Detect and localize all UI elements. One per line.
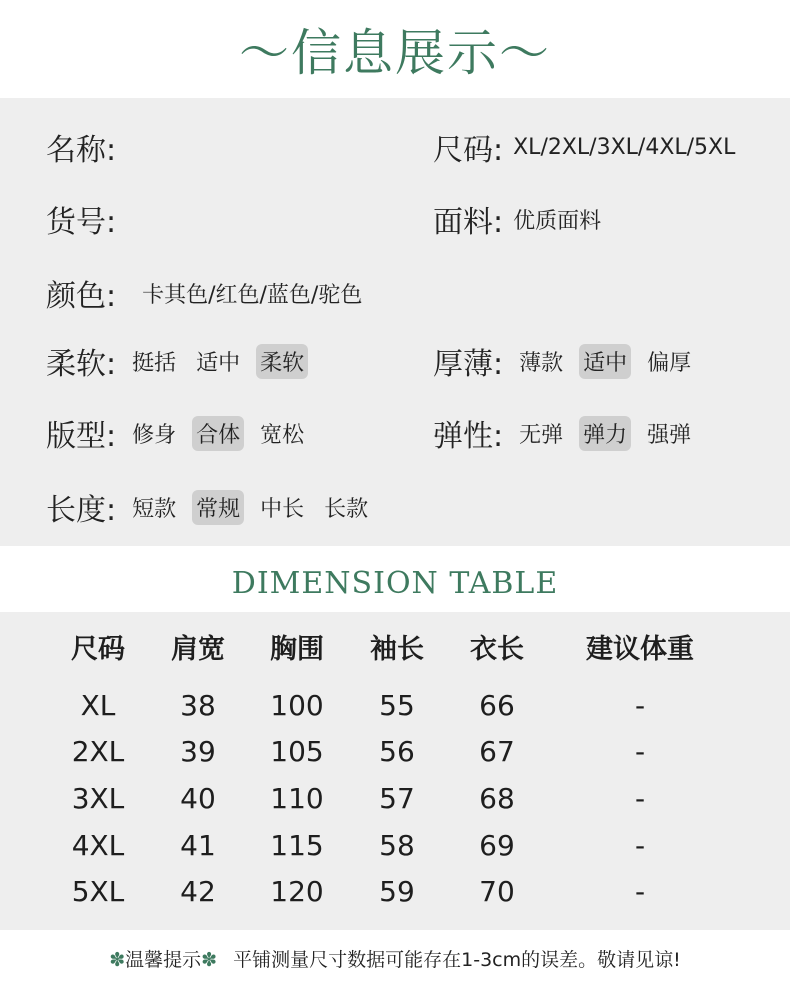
name-label: 名称: <box>46 133 117 168</box>
fabric-field <box>433 194 601 244</box>
info-panel <box>0 98 790 546</box>
length-option: 短款 <box>132 496 177 522</box>
table-cell: 42 <box>180 874 216 908</box>
info-row <box>0 408 790 458</box>
elasticity-field <box>433 408 695 458</box>
table-header <box>0 624 790 668</box>
header-cell: 袖长 <box>370 633 424 665</box>
elasticity-label: 弹性: <box>433 419 504 454</box>
clover-icon: ✽ <box>201 949 218 971</box>
color-label: 颜色: <box>46 279 117 314</box>
header-cell: 胸围 <box>270 633 324 665</box>
table-cell: 39 <box>180 734 216 768</box>
table-row <box>0 729 790 773</box>
elasticity-option: 无弹 <box>519 422 564 448</box>
table-cell: - <box>634 734 646 768</box>
table-cell: 40 <box>180 781 216 815</box>
notice-tip-label: 温馨提示 <box>125 949 202 971</box>
thickness-option-selected: 适中 <box>579 344 631 379</box>
color-field <box>46 268 362 318</box>
length-option: 长款 <box>324 496 369 522</box>
table-row <box>0 823 790 867</box>
table-cell: - <box>634 874 646 908</box>
info-row <box>0 482 790 532</box>
fabric-value: 优质面料 <box>513 208 602 234</box>
elasticity-option: 强弹 <box>647 422 692 448</box>
table-cell: 105 <box>270 734 324 768</box>
table-cell: 55 <box>379 688 415 722</box>
table-cell: 100 <box>270 688 324 722</box>
name-field <box>46 122 116 172</box>
dimension-table-title: DIMENSION TABLE <box>231 566 559 601</box>
fit-option: 修身 <box>132 422 177 448</box>
clover-icon: ✽ <box>109 949 126 971</box>
fit-option-selected: 合体 <box>192 416 244 451</box>
info-row <box>0 122 790 172</box>
table-cell: 57 <box>379 781 415 815</box>
item-no-field <box>46 194 116 244</box>
table-cell: 59 <box>379 874 415 908</box>
header-cell: 尺码 <box>71 633 125 665</box>
softness-option-selected: 柔软 <box>256 344 308 379</box>
table-cell: - <box>634 781 646 815</box>
table-cell: XL <box>80 688 116 722</box>
table-cell: 69 <box>479 828 515 862</box>
table-cell: 5XL <box>71 874 125 908</box>
elasticity-option-selected: 弹力 <box>579 416 631 451</box>
table-cell: - <box>634 688 646 722</box>
fit-label: 版型: <box>46 419 117 454</box>
fit-field <box>46 408 308 458</box>
table-cell: 120 <box>270 874 324 908</box>
table-cell: 38 <box>180 688 216 722</box>
softness-field <box>46 336 308 386</box>
fabric-label: 面料: <box>433 205 504 240</box>
table-row <box>0 776 790 820</box>
table-cell: 41 <box>180 828 216 862</box>
table-cell: 3XL <box>71 781 125 815</box>
table-row <box>0 869 790 913</box>
fit-option: 宽松 <box>260 422 305 448</box>
header-cell: 建议体重 <box>586 633 694 665</box>
info-row <box>0 268 790 318</box>
softness-label: 柔软: <box>46 347 117 382</box>
page-title: 〜信息展示〜 <box>239 24 551 82</box>
table-cell: 115 <box>270 828 324 862</box>
thickness-field <box>433 336 695 386</box>
table-cell: 70 <box>479 874 515 908</box>
table-cell: 56 <box>379 734 415 768</box>
size-table <box>0 612 790 930</box>
notice-text: 平铺测量尺寸数据可能存在1-3cm的误差。敬请见谅! <box>233 949 681 971</box>
table-cell: 67 <box>479 734 515 768</box>
length-option: 中长 <box>260 496 305 522</box>
length-option-selected: 常规 <box>192 490 244 525</box>
softness-option: 挺括 <box>132 350 177 376</box>
table-cell: 68 <box>479 781 515 815</box>
header-cell: 衣长 <box>470 633 524 665</box>
thickness-option: 薄款 <box>519 350 564 376</box>
header-cell: 肩宽 <box>171 633 225 665</box>
thickness-label: 厚薄: <box>433 347 504 382</box>
size-label: 尺码: <box>433 133 504 168</box>
color-value: 卡其色/红色/蓝色/驼色 <box>142 282 363 308</box>
size-value: XL/2XL/3XL/4XL/5XL <box>513 134 736 160</box>
table-cell: 66 <box>479 688 515 722</box>
table-cell: - <box>634 828 646 862</box>
table-cell: 4XL <box>71 828 125 862</box>
table-cell: 58 <box>379 828 415 862</box>
table-cell: 2XL <box>71 734 125 768</box>
info-row <box>0 336 790 386</box>
length-field <box>46 482 372 532</box>
table-row <box>0 683 790 727</box>
thickness-option: 偏厚 <box>647 350 692 376</box>
table-cell: 110 <box>270 781 324 815</box>
item-no-label: 货号: <box>46 205 117 240</box>
info-row <box>0 194 790 244</box>
notice-bar <box>0 945 790 972</box>
softness-option: 适中 <box>196 350 241 376</box>
size-field <box>433 122 735 172</box>
length-label: 长度: <box>46 493 117 528</box>
